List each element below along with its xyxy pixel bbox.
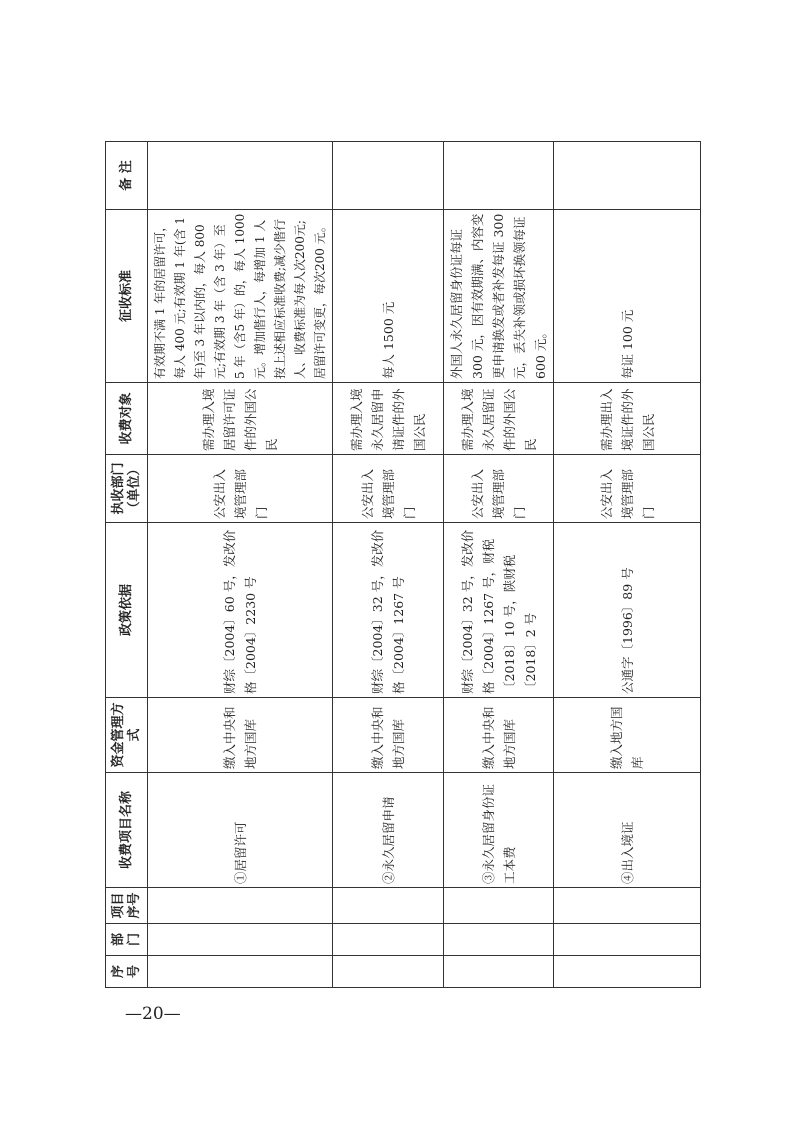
cell-item-name: ②永久居留申请 bbox=[333, 773, 444, 888]
cell-item-seq bbox=[148, 888, 333, 924]
cell-basis: 财综〔2004〕32 号，发改价格〔2004〕1267 号，财税〔2018〕10 号，陕财税〔2018〕2 号 bbox=[444, 523, 554, 698]
cell-item-name: ①居留许可 bbox=[148, 773, 333, 888]
fee-table-wrapper bbox=[105, 142, 689, 988]
cell-unit: 公安出入境管理部门 bbox=[554, 455, 701, 523]
table-row bbox=[554, 142, 701, 988]
header-row bbox=[106, 142, 148, 988]
cell-target: 需办理入境永久居留申请证件的外国公民 bbox=[333, 383, 444, 455]
cell-unit: 公安出入境管理部门 bbox=[333, 455, 444, 523]
header-fund: 资金管理方式 bbox=[106, 698, 148, 773]
cell-item-seq bbox=[444, 888, 554, 924]
header-remark: 备 注 bbox=[106, 142, 148, 210]
cell-unit: 公安出入境管理部门 bbox=[148, 455, 333, 523]
cell-basis: 财综〔2004〕60 号，发改价格〔2004〕2230 号 bbox=[148, 523, 333, 698]
cell-seq bbox=[444, 956, 554, 988]
cell-remark bbox=[554, 142, 701, 210]
cell-item-name: ④出入境证 bbox=[554, 773, 701, 888]
cell-target: 需办理出入境证件的外国公民 bbox=[554, 383, 701, 455]
header-standard: 征收标准 bbox=[106, 210, 148, 383]
header-target: 收费对象 bbox=[106, 383, 148, 455]
table-row bbox=[444, 142, 554, 988]
header-item-name: 收费项目名称 bbox=[106, 773, 148, 888]
cell-target: 需办理入境永久居留证件的外国公民 bbox=[444, 383, 554, 455]
header-dept: 部门 bbox=[106, 924, 148, 956]
cell-item-name: ③永久居留身份证工本费 bbox=[444, 773, 554, 888]
cell-basis: 公通字〔1996〕89 号 bbox=[554, 523, 701, 698]
table-row bbox=[333, 142, 444, 988]
cell-fund: 缴入中央和地方国库 bbox=[444, 698, 554, 773]
cell-basis: 财综〔2004〕32 号，发改价格〔2004〕1267 号 bbox=[333, 523, 444, 698]
rotated-table bbox=[105, 142, 689, 988]
cell-item-seq bbox=[333, 888, 444, 924]
cell-dept bbox=[554, 924, 701, 956]
cell-standard: 每人 1500 元 bbox=[333, 210, 444, 383]
cell-remark bbox=[444, 142, 554, 210]
header-unit: 执收部门（单位） bbox=[106, 455, 148, 523]
cell-standard: 外国人永久居留身份证每证 300 元，因有效期满、内容变更申请换发或者补发每证 300 元，丢失补领或损坏换领每证 600 元。 bbox=[444, 210, 554, 383]
cell-standard: 有效期不满 1 年的居留许可，每人 400 元;有效期 1 年(含 1 年)至 3 年以内的，每人 800 元;有效期 3 年（含 3 年）至 5 年（含5 年）的，每人 1000 元。增加偕行人，每增加 1 人按上述相应标准收费;减少偕行人、收费标准为每人次200元;居留许可变更，每次200 元。 bbox=[148, 210, 333, 383]
table-row bbox=[148, 142, 333, 988]
header-basis: 政策依据 bbox=[106, 523, 148, 698]
cell-fund: 缴入地方国库 bbox=[554, 698, 701, 773]
page-number: —20— bbox=[125, 1004, 181, 1024]
cell-dept bbox=[333, 924, 444, 956]
cell-seq bbox=[333, 956, 444, 988]
cell-dept bbox=[444, 924, 554, 956]
cell-fund: 缴入中央和地方国库 bbox=[148, 698, 333, 773]
header-item-seq: 项目序号 bbox=[106, 888, 148, 924]
header-seq: 序号 bbox=[106, 956, 148, 988]
cell-remark bbox=[333, 142, 444, 210]
cell-remark bbox=[148, 142, 333, 210]
cell-dept bbox=[148, 924, 333, 956]
cell-unit: 公安出入境管理部门 bbox=[444, 455, 554, 523]
cell-seq bbox=[554, 956, 701, 988]
cell-seq bbox=[148, 956, 333, 988]
cell-standard: 每证 100 元 bbox=[554, 210, 701, 383]
fee-table bbox=[105, 141, 701, 988]
cell-target: 需办理入境居留许可证件的外国公民 bbox=[148, 383, 333, 455]
cell-fund: 缴入中央和地方国库 bbox=[333, 698, 444, 773]
cell-item-seq bbox=[554, 888, 701, 924]
